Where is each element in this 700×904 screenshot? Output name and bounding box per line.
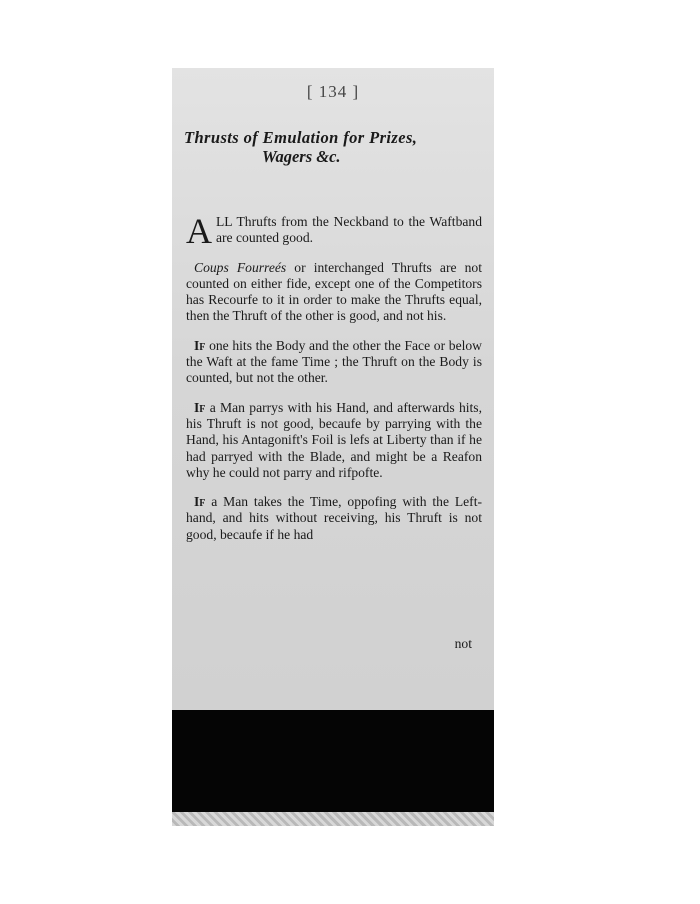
page-number: [ 134 ] [306, 82, 360, 101]
paragraph-3-lead: If [194, 337, 206, 353]
paragraph-5-text: a Man takes the Time, oppofing with the Left-hand, and hits without receiving, his Thruft is not good, becaufe if he had [186, 494, 482, 542]
paragraph-5 [186, 494, 482, 543]
paragraph-2-text: or interchanged Thrufts are not counted on either fide, except one of the Competitors has Recourfe to it in order to make the Thrufts equal, then the Thruft of the other is good, and not his. [186, 259, 482, 324]
paragraph-4-lead: If [194, 399, 206, 415]
paragraph-3 [186, 338, 482, 387]
scanned-page [172, 68, 494, 826]
paragraph-1-text: LL Thrufts from the Neckband to the Waftband are counted good. [216, 214, 482, 246]
catchword: not [454, 636, 472, 651]
paragraph-3-text: one hits the Body and the other the Face or below the Waft at the fame Time ; the Thruft on the Body is counted, but not the other. [186, 337, 482, 386]
paragraph-2-lead: Coups Fourreés [194, 259, 287, 275]
title-line-2: Wagers &c. [262, 147, 341, 166]
paragraph-2 [186, 260, 482, 325]
paragraph-1 [186, 211, 482, 251]
paragraph-4-text: a Man parrys with his Hand, and afterwards hits, his Thruft is not good, becaufe by parrying with the Hand, his Antagonift's Foil is lefs at Liberty than if he had parryed with the Blade, and might be a Reafon why he could not parry and rifpofte. [186, 399, 482, 480]
black-band [172, 710, 494, 812]
paragraph-4 [186, 400, 482, 481]
paragraph-5-lead: If [194, 494, 206, 510]
page-title [184, 128, 484, 166]
body-text [186, 211, 482, 556]
title-line-1: Thrusts of Emulation for Prizes, [184, 128, 418, 147]
drop-cap: A [186, 211, 212, 251]
lace-texture [172, 812, 494, 826]
